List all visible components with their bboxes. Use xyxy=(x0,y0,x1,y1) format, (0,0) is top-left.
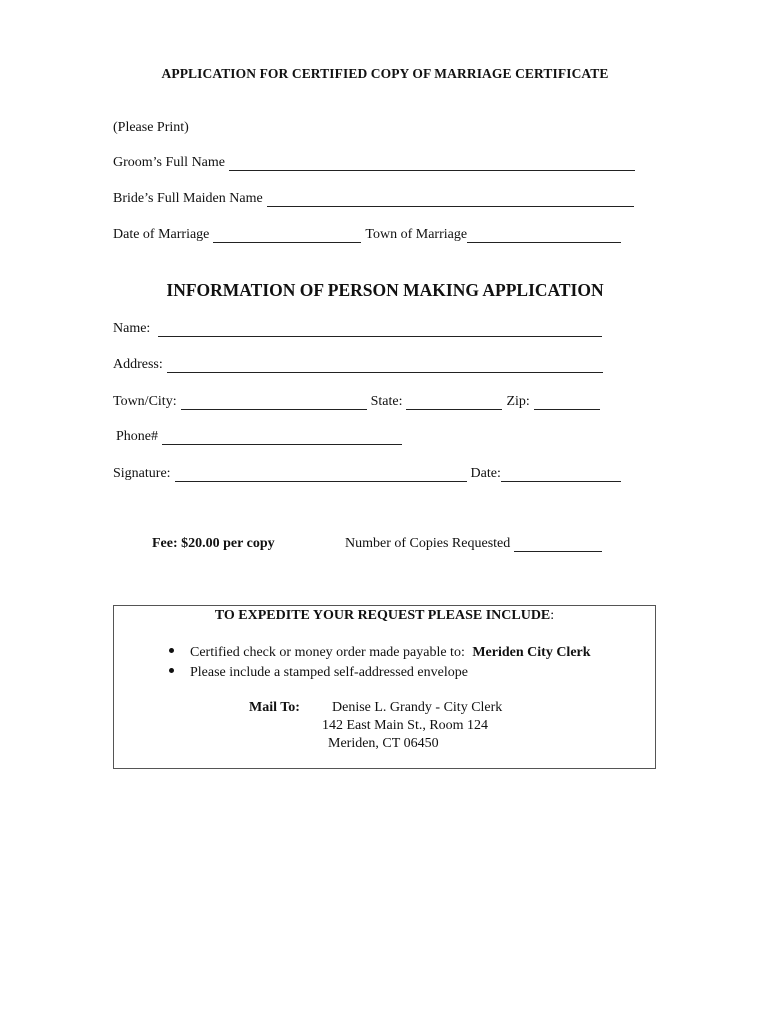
bullet-1-text: Certified check or money order made payable to: xyxy=(190,645,465,660)
bullet-icon xyxy=(169,668,174,673)
marriage-town-field[interactable] xyxy=(467,230,621,243)
applicant-phone-label: Phone# xyxy=(116,429,158,444)
applicant-address-row xyxy=(113,357,607,373)
applicant-signature-label: Signature: xyxy=(113,466,171,481)
marriage-date-label: Date of Marriage xyxy=(113,227,210,242)
applicant-section-title: INFORMATION OF PERSON MAKING APPLICATION xyxy=(166,280,604,300)
copies-row xyxy=(345,536,606,552)
form-title: APPLICATION FOR CERTIFIED COPY OF MARRIAGE CERTIFICATE xyxy=(161,66,609,81)
applicant-date-label: Date: xyxy=(470,466,501,481)
applicant-state-field[interactable] xyxy=(406,397,502,410)
applicant-name-row xyxy=(113,321,606,337)
bride-name-label: Bride’s Full Maiden Name xyxy=(113,191,263,206)
applicant-signature-row xyxy=(113,466,625,482)
applicant-phone-field[interactable] xyxy=(162,432,402,445)
applicant-address-label: Address: xyxy=(113,357,163,372)
applicant-location-row xyxy=(113,394,604,410)
groom-name-label: Groom’s Full Name xyxy=(113,155,225,170)
applicant-state-label: State: xyxy=(370,394,403,409)
applicant-town-field[interactable] xyxy=(181,397,367,410)
fee-text: Fee: $20.00 per copy xyxy=(152,536,275,551)
expedite-box xyxy=(113,605,656,769)
applicant-zip-field[interactable] xyxy=(534,397,600,410)
mail-address-line-3: Meriden, CT 06450 xyxy=(328,736,439,751)
applicant-zip-label: Zip: xyxy=(506,394,530,409)
applicant-date-field[interactable] xyxy=(501,469,621,482)
expedite-heading-colon: : xyxy=(550,608,555,623)
expedite-heading-text: TO EXPEDITE YOUR REQUEST PLEASE INCLUDE xyxy=(214,608,551,623)
mail-to-label: Mail To: xyxy=(249,700,300,715)
marriage-date-field[interactable] xyxy=(213,230,361,243)
bullet-2-text: Please include a stamped self-addressed envelope xyxy=(190,665,468,680)
expedite-heading xyxy=(114,608,655,624)
groom-name-field[interactable] xyxy=(229,158,635,171)
applicant-name-field[interactable] xyxy=(158,324,602,337)
bullet-icon xyxy=(169,648,174,653)
applicant-address-field[interactable] xyxy=(167,360,603,373)
bride-name-row xyxy=(113,191,638,207)
applicant-signature-field[interactable] xyxy=(175,469,467,482)
mail-address-line-2: 142 East Main St., Room 124 xyxy=(322,718,489,733)
copies-label: Number of Copies Requested xyxy=(345,536,511,551)
copies-field[interactable] xyxy=(514,539,602,552)
mail-address-line-1: Denise L. Grandy - City Clerk xyxy=(332,700,503,715)
bullet-1-payee: Meriden City Clerk xyxy=(472,645,591,660)
marriage-town-label: Town of Marriage xyxy=(365,227,468,242)
bride-name-field[interactable] xyxy=(267,194,634,207)
expedite-bullet-1 xyxy=(169,645,591,661)
groom-name-row xyxy=(113,155,639,171)
expedite-bullet-2 xyxy=(169,665,468,681)
please-print-note: (Please Print) xyxy=(113,120,189,135)
applicant-phone-row xyxy=(116,429,406,445)
applicant-name-label: Name: xyxy=(113,321,151,336)
marriage-date-row xyxy=(113,227,625,243)
applicant-town-label: Town/City: xyxy=(113,394,177,409)
